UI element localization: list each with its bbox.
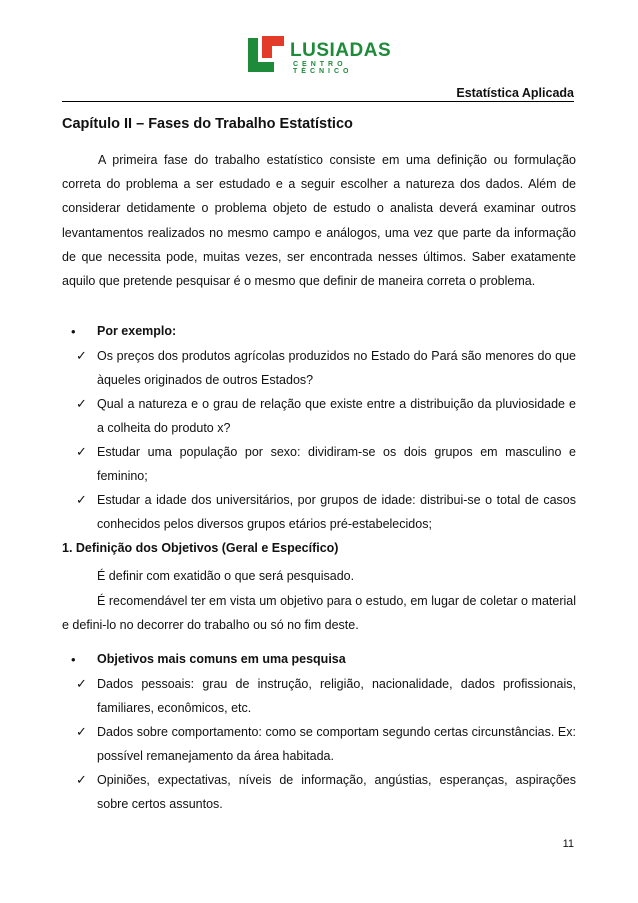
section-title: 1. Definição dos Objetivos (Geral e Específico) — [62, 541, 339, 555]
section-paragraph: É recomendável ter em vista um objetivo para o estudo, em lugar de coletar o material e defini-lo no decorrer do trabalho ou só no fim deste. — [62, 594, 576, 633]
check-icon: ✓ — [76, 676, 87, 691]
example-item: Estudar a idade dos universitários, por grupos de idade: distribui-se o total de casos conhecidos pelos diversos grupos etários pré-estabelecidos; — [97, 493, 576, 531]
intro-paragraph: A primeira fase do trabalho estatístico consiste em uma definição ou formulação correta do problema a ser estudado e a seguir escolher a natureza dos dados. Além de considerar detidamente o problema objeto de estudo o analista deverá examinar outros levantamentos realizados no mesmo campo e análogos, uma vez que parte da informação de que necessita pode, muitas vezes, ser encontrada nesses últimos. Saber exatamente aquilo que pretende pesquisar é o mesmo que definir de maneira correta o problema. — [62, 153, 576, 289]
example-item: Qual a natureza e o grau de relação que existe entre a distribuição da pluviosidade e a colheita do produto x? — [97, 397, 576, 435]
check-icon: ✓ — [76, 724, 87, 739]
chapter-title: Capítulo II – Fases do Trabalho Estatístico — [62, 116, 353, 132]
check-icon: ✓ — [76, 772, 87, 787]
bullet-icon: • — [71, 324, 76, 339]
example-item: Estudar uma população por sexo: dividiram-se os dois grupos em masculino e feminino; — [97, 445, 576, 483]
section-paragraph: É definir com exatidão o que será pesquisado. — [97, 569, 355, 583]
bullet-icon: • — [71, 652, 76, 667]
logo-subtitle: CENTRO TÉCNICO — [293, 61, 353, 75]
check-icon: ✓ — [76, 492, 87, 507]
page-number: 11 — [562, 838, 574, 850]
check-icon: ✓ — [76, 396, 87, 411]
objective-item: Dados pessoais: grau de instrução, religião, nacionalidade, dados profissionais, familiares, econômicos, etc. — [97, 677, 576, 715]
objective-item: Opiniões, expectativas, níveis de informação, angústias, esperanças, aspirações sobre certos assuntos. — [97, 773, 576, 811]
logo-name: LUSIADAS — [290, 40, 392, 61]
lusiadas-emblem-icon — [246, 34, 286, 74]
examples-label: Por exemplo: — [97, 324, 177, 338]
check-icon: ✓ — [76, 348, 87, 363]
header-title: Estatística Aplicada — [456, 86, 574, 100]
check-icon: ✓ — [76, 444, 87, 459]
objective-item: Dados sobre comportamento: como se comportam segundo certas circunstâncias. Ex: possível remanejamento da área habitada. — [97, 725, 576, 763]
lusiadas-logo — [246, 34, 396, 76]
example-item: Os preços dos produtos agrícolas produzidos no Estado do Pará são menores do que àqueles originados de outros Estados? — [97, 349, 576, 387]
header-divider — [62, 101, 574, 102]
objectives-label: Objetivos mais comuns em uma pesquisa — [97, 652, 346, 666]
